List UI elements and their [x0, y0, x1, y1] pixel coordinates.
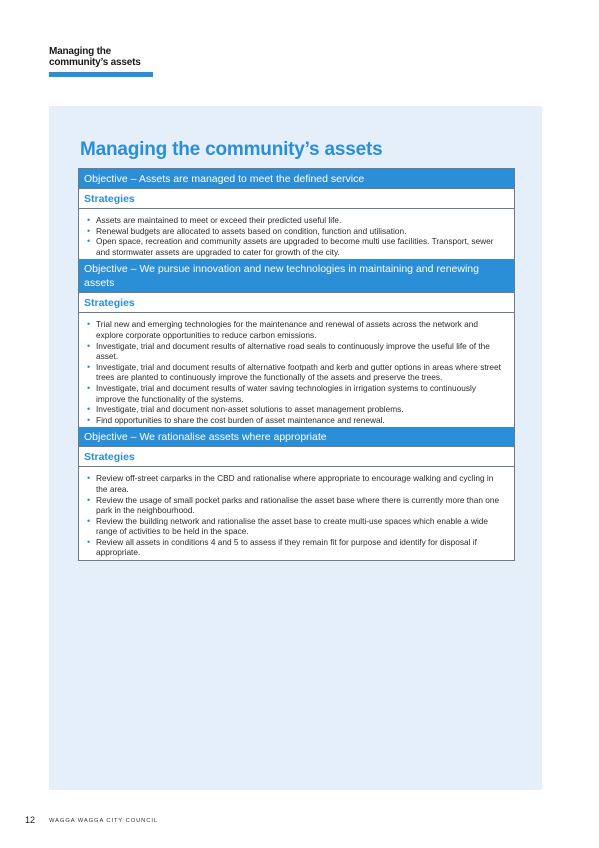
objective-header: Objective – Assets are managed to meet the defined service	[79, 169, 514, 189]
strategy-item: • Investigate, trial and document results of alternative road seals to continuously improve the useful life of the asset.	[87, 341, 506, 362]
strategies-label: Strategies	[79, 447, 514, 467]
strategy-item: • Review off-street carparks in the CBD and rationalise where appropriate to encourage walking and cycling in the area.	[87, 473, 506, 494]
strategy-item: • Investigate, trial and document non-asset solutions to asset management problems.	[87, 404, 506, 415]
strategies-list	[87, 473, 506, 558]
section-label-line2: community’s assets	[49, 57, 141, 68]
strategies-list-container	[79, 467, 514, 560]
strategy-item: • Review the building network and rationalise the asset base to create multi-use spaces which enable a wide range of activities to be held in the space.	[87, 516, 506, 537]
section-label-line1: Managing the	[49, 46, 112, 57]
strategy-item: • Investigate, trial and document results of alternative footpath and kerb and gutter options in areas where street trees are planted to continuously improve the functionally of the assets and preserve the trees.	[87, 362, 506, 383]
strategies-label: Strategies	[79, 189, 514, 209]
strategy-item: • Review the usage of small pocket parks and rationalise the asset base where there is currently more than one park in the neighbourhood.	[87, 495, 506, 516]
strategy-item: • Renewal budgets are allocated to assets based on condition, function and utilisation.	[87, 226, 506, 237]
strategies-list-container	[79, 209, 514, 259]
strategy-item: • Review all assets in conditions 4 and 5 to assess if they remain fit for purpose and identify for disposal if appropriate.	[87, 537, 506, 558]
page-number: 12	[25, 815, 36, 825]
objectives-table	[78, 168, 515, 561]
objective-header: Objective – We rationalise assets where appropriate	[79, 427, 514, 447]
strategy-item: • Trial new and emerging technologies for the maintenance and renewal of assets across the network and explore corporate opportunities to reduce carbon emissions.	[87, 319, 506, 340]
strategies-list	[87, 215, 506, 257]
strategy-item: • Investigate, trial and document results of water saving technologies in irrigation systems to continuously improve the functionality of the systems.	[87, 383, 506, 404]
section-label	[49, 46, 141, 68]
strategies-list-container	[79, 313, 514, 427]
section-accent-bar	[49, 72, 153, 77]
panel-title: Managing the community’s assets	[80, 139, 383, 160]
strategies-list	[87, 319, 506, 425]
objective-header: Objective – We pursue innovation and new technologies in maintaining and renewing assets	[79, 259, 514, 293]
footer-organisation: WAGGA WAGGA CITY COUNCIL	[49, 818, 158, 824]
strategy-item: • Open space, recreation and community assets are upgraded to become multi use facilities. Transport, sewer and stormwater assets are upgraded to cater for growth of the city.	[87, 236, 506, 257]
strategy-item: • Find opportunities to share the cost burden of asset maintenance and renewal.	[87, 415, 506, 426]
strategy-item: • Assets are maintained to meet or exceed their predicted useful life.	[87, 215, 506, 226]
strategies-label: Strategies	[79, 293, 514, 313]
